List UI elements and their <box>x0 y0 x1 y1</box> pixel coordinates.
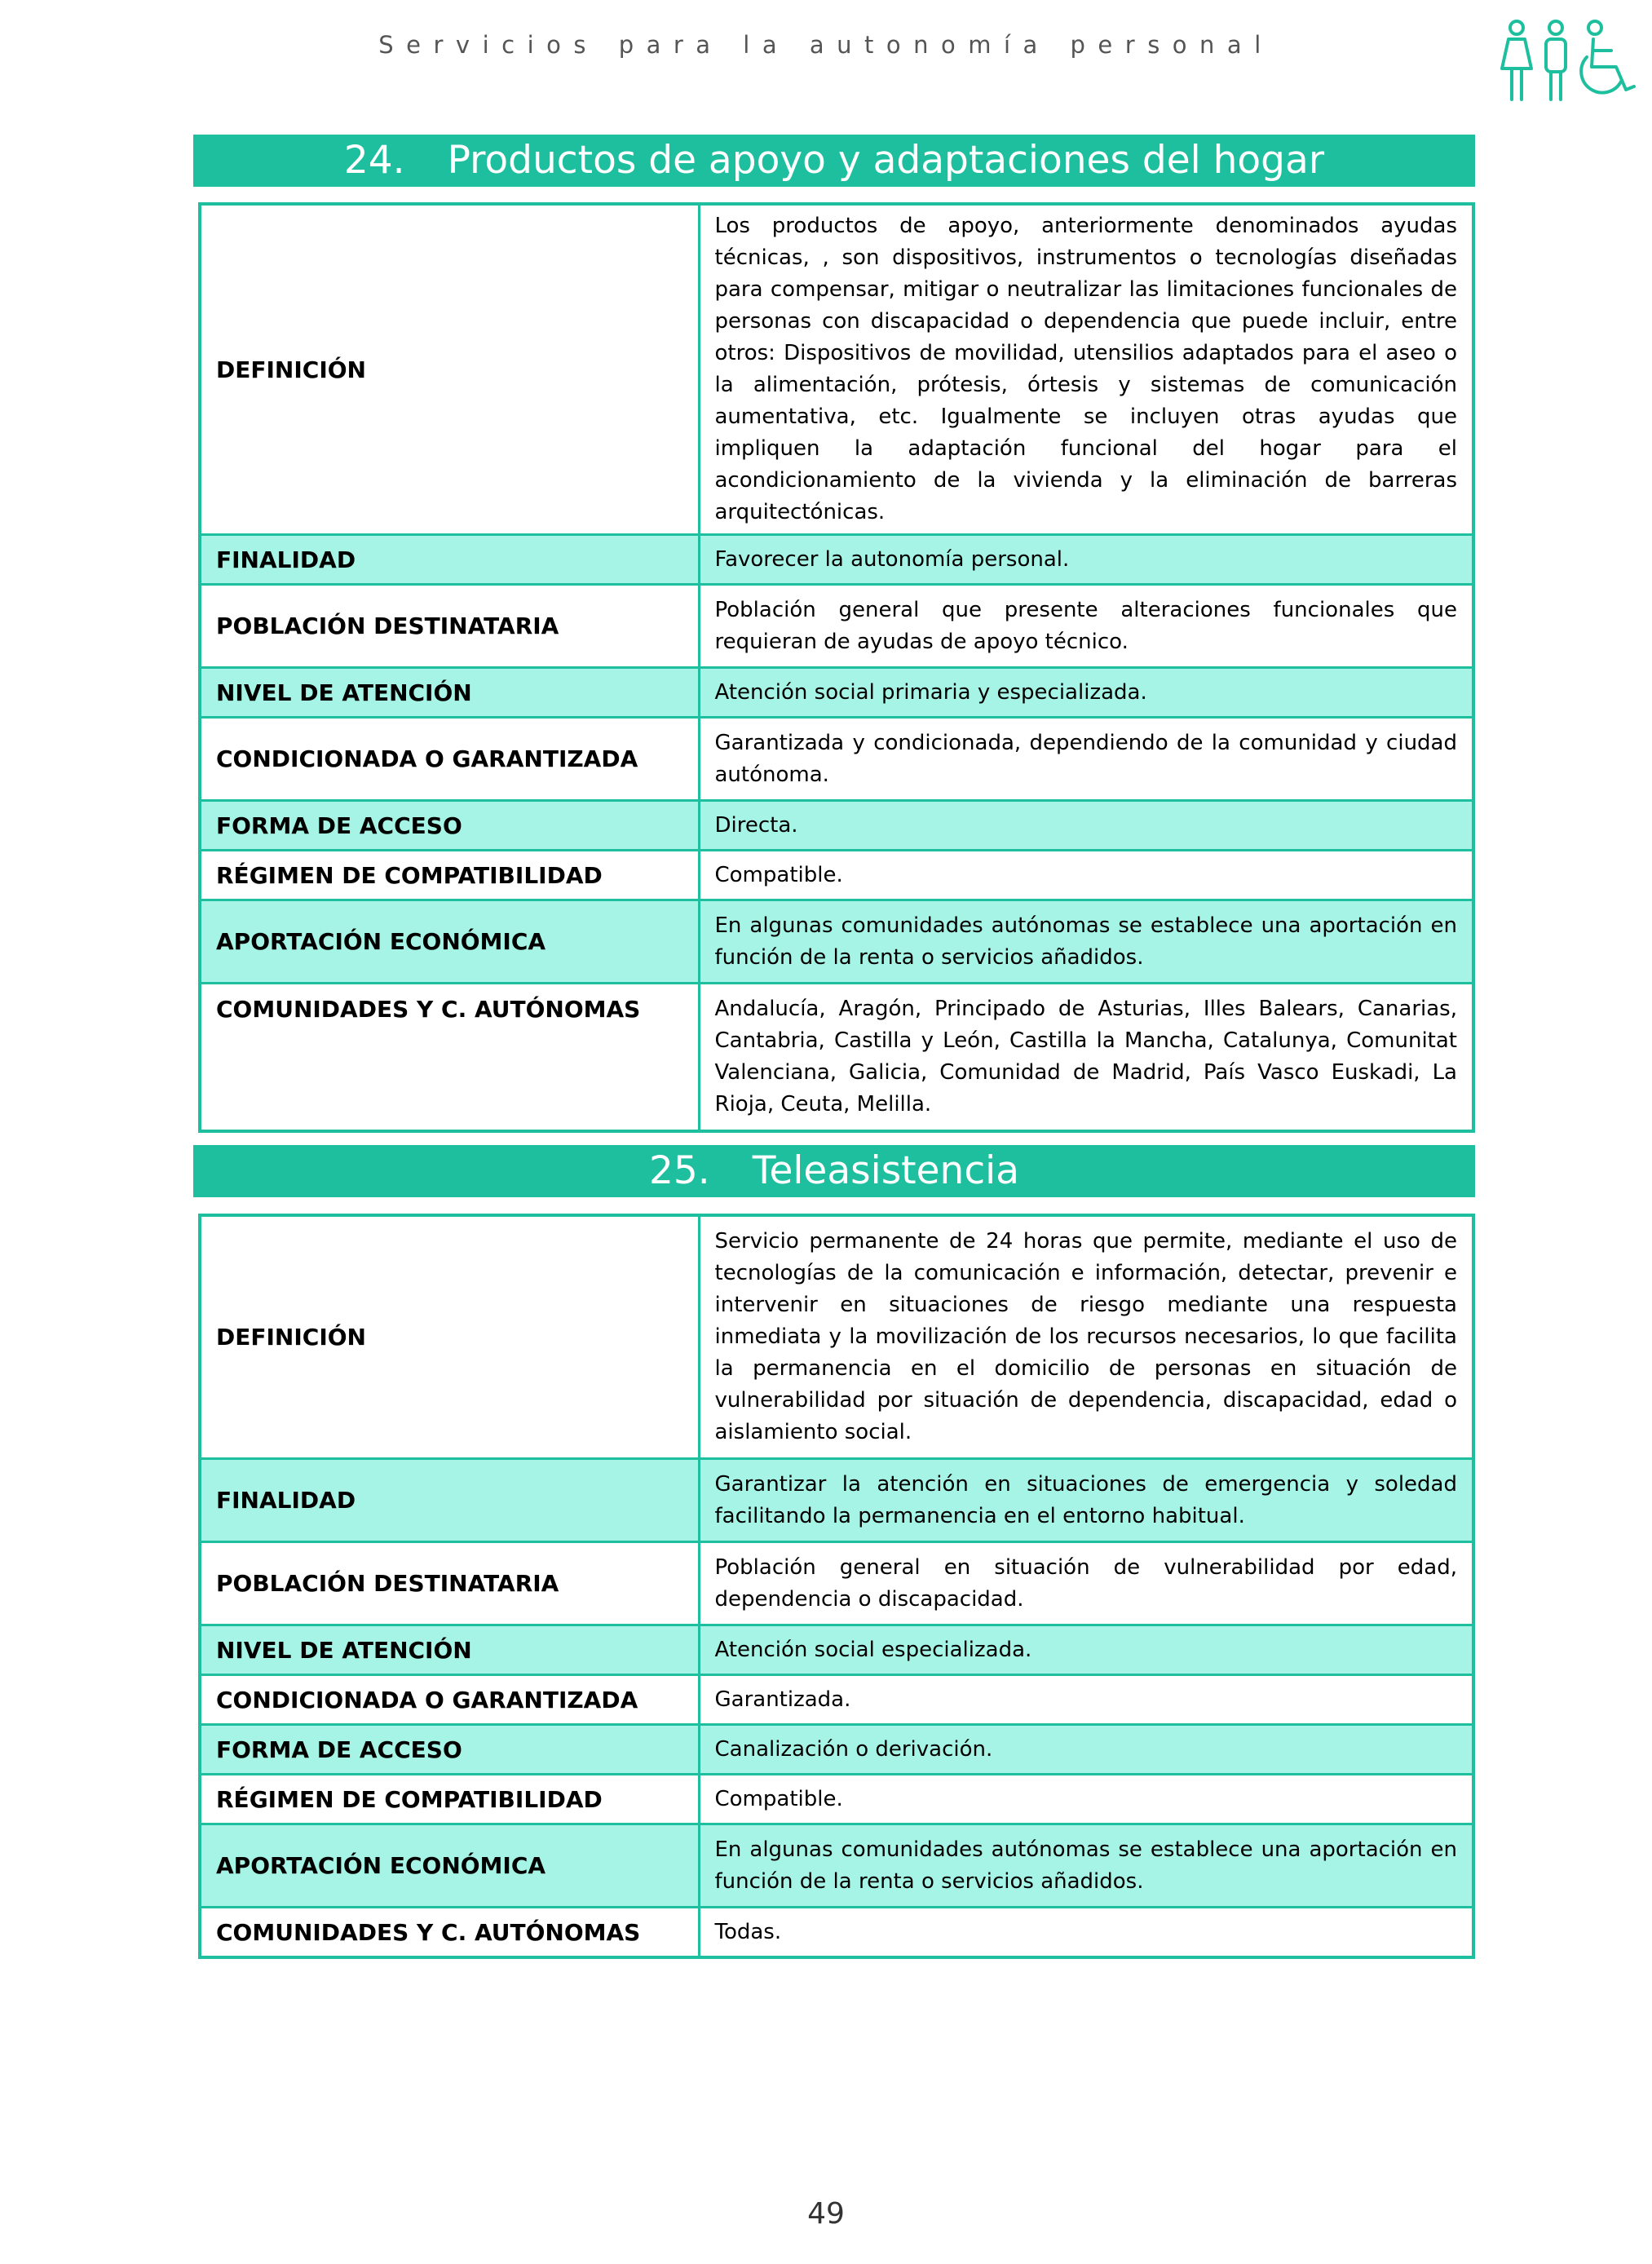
row-label: FINALIDAD <box>200 1459 699 1542</box>
accessibility-logo <box>1499 18 1645 106</box>
service-table-24 <box>198 202 1475 1133</box>
section-title-24 <box>193 135 1475 187</box>
row-value: Atención social especializada. <box>699 1625 1473 1675</box>
table-row <box>200 1459 1473 1542</box>
row-value: Compatible. <box>699 851 1473 900</box>
row-label: COMUNIDADES Y C. AUTÓNOMAS <box>200 1908 699 1958</box>
row-label: FORMA DE ACCESO <box>200 801 699 851</box>
row-label: FINALIDAD <box>200 535 699 585</box>
page-number: 49 <box>807 2197 845 2231</box>
table-row <box>200 1675 1473 1725</box>
row-label: DEFINICIÓN <box>200 1215 699 1459</box>
table-row <box>200 1908 1473 1958</box>
table-row <box>200 668 1473 718</box>
table-row <box>200 535 1473 585</box>
row-label: NIVEL DE ATENCIÓN <box>200 1625 699 1675</box>
row-value: En algunas comunidades autónomas se establece una aportación en función de la renta o servicios añadidos. <box>699 900 1473 984</box>
table-row <box>200 585 1473 668</box>
row-value: Garantizada. <box>699 1675 1473 1725</box>
row-label: CONDICIONADA O GARANTIZADA <box>200 718 699 801</box>
table-row <box>200 1625 1473 1675</box>
row-value: Garantizada y condicionada, dependiendo de la comunidad y ciudad autónoma. <box>699 718 1473 801</box>
row-value: Canalización o derivación. <box>699 1725 1473 1775</box>
row-value: Compatible. <box>699 1775 1473 1824</box>
table-row <box>200 1215 1473 1459</box>
section-number: 25. <box>648 1148 710 1193</box>
row-value: Servicio permanente de 24 horas que permite, mediante el uso de tecnologías de la comunicación e información, detectar, prevenir e intervenir en situaciones de riesgo mediante una respuesta inmediata y la movilización de los recursos necesarios, lo que facilita la permanencia en el domicilio de personas en situación de vulnerabilidad por situación de dependencia, discapacidad, edad o aislamiento social. <box>699 1215 1473 1459</box>
row-value: Andalucía, Aragón, Principado de Asturias, Illes Balears, Canarias, Cantabria, Castilla y León, Castilla la Mancha, Catalunya, Comunitat Valenciana, Galicia, Comunidad de Madrid, País Vasco Euskadi, La Rioja, Ceuta, Melilla. <box>699 984 1473 1132</box>
row-value: Favorecer la autonomía personal. <box>699 535 1473 585</box>
section-number: 24. <box>343 138 405 183</box>
row-value: Los productos de apoyo, anteriormente denominados ayudas técnicas, , son dispositivos, instrumentos o tecnologías diseñadas para compensar, mitigar o neutralizar las limitaciones funcionales de personas con discapacidad o dependencia que puede incluir, entre otros: Dispositivos de movilidad, utensilios adaptados para el aseo o la alimentación, prótesis, órtesis y sistemas de comunicación aumentativa, etc. Igualmente se incluyen otras ayudas que impliquen la adaptación funcional del hogar para el acondicionamiento de la vivienda y la eliminación de barreras arquitectónicas. <box>699 204 1473 535</box>
row-value: Atención social primaria y especializada. <box>699 668 1473 718</box>
section-title: Productos de apoyo y adaptaciones del hogar <box>447 138 1325 183</box>
table-row <box>200 851 1473 900</box>
row-label: CONDICIONADA O GARANTIZADA <box>200 1675 699 1725</box>
table-row <box>200 801 1473 851</box>
section-title-25 <box>193 1145 1475 1197</box>
row-value: Población general en situación de vulnerabilidad por edad, dependencia o discapacidad. <box>699 1542 1473 1625</box>
row-value: Población general que presente alteraciones funcionales que requieran de ayudas de apoyo técnico. <box>699 585 1473 668</box>
table-row <box>200 900 1473 984</box>
row-label: COMUNIDADES Y C. AUTÓNOMAS <box>200 984 699 1132</box>
man-icon <box>1546 21 1566 99</box>
row-label: APORTACIÓN ECONÓMICA <box>200 1824 699 1908</box>
row-value: Todas. <box>699 1908 1473 1958</box>
row-label: APORTACIÓN ECONÓMICA <box>200 900 699 984</box>
table-row <box>200 1725 1473 1775</box>
row-label: RÉGIMEN DE COMPATIBILIDAD <box>200 851 699 900</box>
table-row <box>200 204 1473 535</box>
row-label: NIVEL DE ATENCIÓN <box>200 668 699 718</box>
section-title: Teleasistencia <box>752 1148 1020 1193</box>
row-label: DEFINICIÓN <box>200 204 699 535</box>
service-table-25 <box>198 1214 1475 1959</box>
row-label: RÉGIMEN DE COMPATIBILIDAD <box>200 1775 699 1824</box>
row-value: En algunas comunidades autónomas se establece una aportación en función de la renta o servicios añadidos. <box>699 1824 1473 1908</box>
row-value: Garantizar la atención en situaciones de emergencia y soledad facilitando la permanencia en el entorno habitual. <box>699 1459 1473 1542</box>
table-row <box>200 1775 1473 1824</box>
woman-icon <box>1502 21 1531 99</box>
row-label: POBLACIÓN DESTINATARIA <box>200 585 699 668</box>
table-row <box>200 1824 1473 1908</box>
running-header: Servicios para la autonomía personal <box>378 31 1274 59</box>
row-label: FORMA DE ACCESO <box>200 1725 699 1775</box>
wheelchair-icon <box>1581 21 1634 93</box>
row-value: Directa. <box>699 801 1473 851</box>
table-row <box>200 984 1473 1132</box>
row-label: POBLACIÓN DESTINATARIA <box>200 1542 699 1625</box>
table-row <box>200 1542 1473 1625</box>
table-row <box>200 718 1473 801</box>
